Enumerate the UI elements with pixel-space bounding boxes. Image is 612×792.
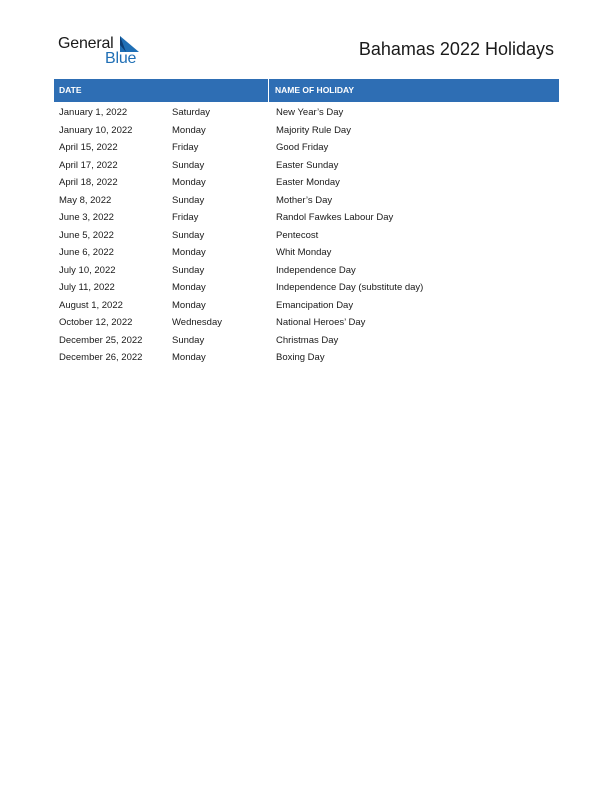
holiday-weekday: Monday	[172, 247, 206, 258]
table-row	[54, 104, 559, 122]
holiday-date: April 18, 2022	[59, 177, 118, 188]
table-row	[54, 279, 559, 297]
generalblue-logo	[58, 34, 148, 68]
holiday-weekday: Saturday	[172, 107, 211, 118]
holiday-date: April 17, 2022	[59, 159, 118, 171]
holiday-weekday: Monday	[172, 299, 206, 311]
holiday-name: Independence Day	[276, 264, 356, 276]
holiday-date: April 15, 2022	[59, 142, 118, 153]
logo-text-general: General	[58, 35, 114, 52]
header-date: DATE	[54, 79, 269, 102]
holiday-weekday: Sunday	[172, 159, 205, 171]
table-row	[54, 122, 559, 140]
holiday-name: Majority Rule Day	[276, 124, 351, 136]
table-row	[54, 192, 559, 210]
page-title: Bahamas 2022 Holidays	[358, 39, 554, 59]
holiday-date: July 10, 2022	[59, 264, 116, 276]
holiday-date: January 1, 2022	[59, 107, 128, 118]
holiday-weekday: Sunday	[172, 229, 205, 241]
holiday-table	[54, 79, 559, 367]
logo-text-blue: Blue	[105, 50, 137, 67]
table-row	[54, 314, 559, 332]
holiday-weekday: Monday	[172, 352, 206, 363]
holiday-weekday: Friday	[172, 212, 199, 223]
holiday-date: December 25, 2022	[59, 334, 143, 346]
holiday-name: Boxing Day	[276, 352, 325, 363]
holiday-name: National Heroes’ Day	[276, 317, 366, 328]
table-row	[54, 174, 559, 192]
holiday-name: Easter Monday	[276, 177, 340, 188]
holiday-name: Christmas Day	[276, 334, 339, 346]
holiday-weekday: Wednesday	[172, 317, 222, 328]
holiday-name: Whit Monday	[276, 247, 332, 258]
holiday-date: June 6, 2022	[59, 247, 114, 258]
holiday-weekday: Sunday	[172, 264, 205, 276]
table-row	[54, 157, 559, 175]
table-row	[54, 349, 559, 367]
holiday-weekday: Monday	[172, 124, 206, 136]
table-row	[54, 262, 559, 280]
holiday-weekday: Sunday	[172, 334, 205, 346]
holiday-date: January 10, 2022	[59, 124, 133, 136]
table-header	[54, 79, 559, 102]
table-row	[54, 139, 559, 157]
holiday-date: October 12, 2022	[59, 317, 133, 328]
table-row	[54, 209, 559, 227]
holiday-name: Pentecost	[276, 229, 319, 241]
holiday-name: Emancipation Day	[276, 299, 354, 311]
holiday-weekday: Sunday	[172, 194, 205, 206]
holiday-date: July 11, 2022	[59, 282, 115, 293]
header-holiday-name: NAME OF HOLIDAY	[275, 85, 355, 95]
table-row	[54, 332, 559, 350]
holiday-weekday: Friday	[172, 142, 199, 153]
holiday-name: New Year’s Day	[276, 107, 344, 118]
table-body	[54, 102, 559, 367]
holiday-weekday: Monday	[172, 177, 206, 188]
table-row	[54, 227, 559, 245]
holiday-name: Independence Day (substitute day)	[276, 282, 424, 293]
table-row	[54, 297, 559, 315]
holiday-name: Mother’s Day	[276, 194, 333, 206]
holiday-date: June 3, 2022	[59, 212, 114, 223]
holiday-date: December 26, 2022	[59, 352, 143, 363]
holiday-name: Randol Fawkes Labour Day	[276, 212, 394, 223]
holiday-weekday: Monday	[172, 282, 206, 293]
holiday-date: August 1, 2022	[59, 299, 123, 311]
holiday-name: Good Friday	[276, 142, 329, 153]
table-row	[54, 244, 559, 262]
holiday-date: May 8, 2022	[59, 194, 112, 206]
holiday-name: Easter Sunday	[276, 159, 339, 171]
holiday-date: June 5, 2022	[59, 229, 114, 241]
